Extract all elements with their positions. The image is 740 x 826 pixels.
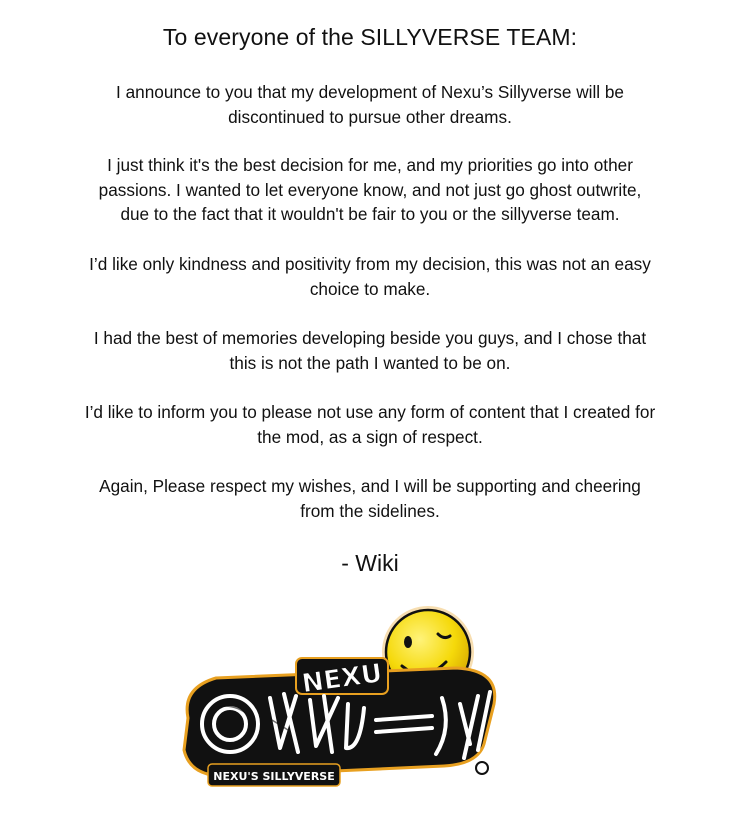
paragraph-line: this is not the path I wanted to be on. bbox=[229, 352, 511, 373]
paragraph-closing bbox=[40, 474, 700, 523]
paragraph-line: passions. I wanted to let everyone know, and not just go ghost outwrite, bbox=[98, 179, 642, 200]
paragraph-memories bbox=[40, 326, 700, 375]
paragraph-announcement bbox=[40, 80, 700, 129]
signature: - Wiki bbox=[341, 550, 399, 576]
paragraph-line: from the sidelines. bbox=[300, 500, 440, 521]
paragraph-line: I’d like to inform you to please not use any form of content that I created for bbox=[84, 402, 656, 422]
paragraph-line: I had the best of memories developing beside you guys, and I chose that bbox=[93, 328, 647, 348]
nexu-wordmark bbox=[296, 658, 388, 699]
paragraph-line: discontinued to pursue other dreams. bbox=[228, 106, 512, 127]
paragraph-line: I announce to you that my development of Nexu’s Sillyverse will be bbox=[116, 82, 624, 102]
paragraph-line: I’d like only kindness and positivity from my decision, this was not an easy bbox=[89, 254, 651, 274]
paragraph-kindness bbox=[40, 252, 700, 301]
svg-text:NEXU: NEXU bbox=[300, 658, 385, 700]
svg-text:NEXU'S SILLYVERSE: NEXU'S SILLYVERSE bbox=[213, 770, 335, 783]
letter-heading: To everyone of the SILLYVERSE TEAM: bbox=[162, 24, 578, 50]
paragraph-reason bbox=[40, 153, 700, 227]
sillyverse-subtitle-banner bbox=[208, 764, 340, 786]
paragraph-line: choice to make. bbox=[309, 278, 431, 299]
paragraph-line: Again, Please respect my wishes, and I will be supporting and cheering bbox=[99, 476, 641, 496]
paragraph-line: I just think it's the best decision for me, and my priorities go into other bbox=[107, 155, 633, 175]
paragraph-line: due to the fact that it wouldn't be fair to you or the sillyverse team. bbox=[120, 204, 620, 224]
paragraph-line: the mod, as a sign of respect. bbox=[257, 426, 483, 447]
paragraph-content-request bbox=[40, 400, 700, 449]
sillyverse-logo bbox=[180, 600, 510, 800]
